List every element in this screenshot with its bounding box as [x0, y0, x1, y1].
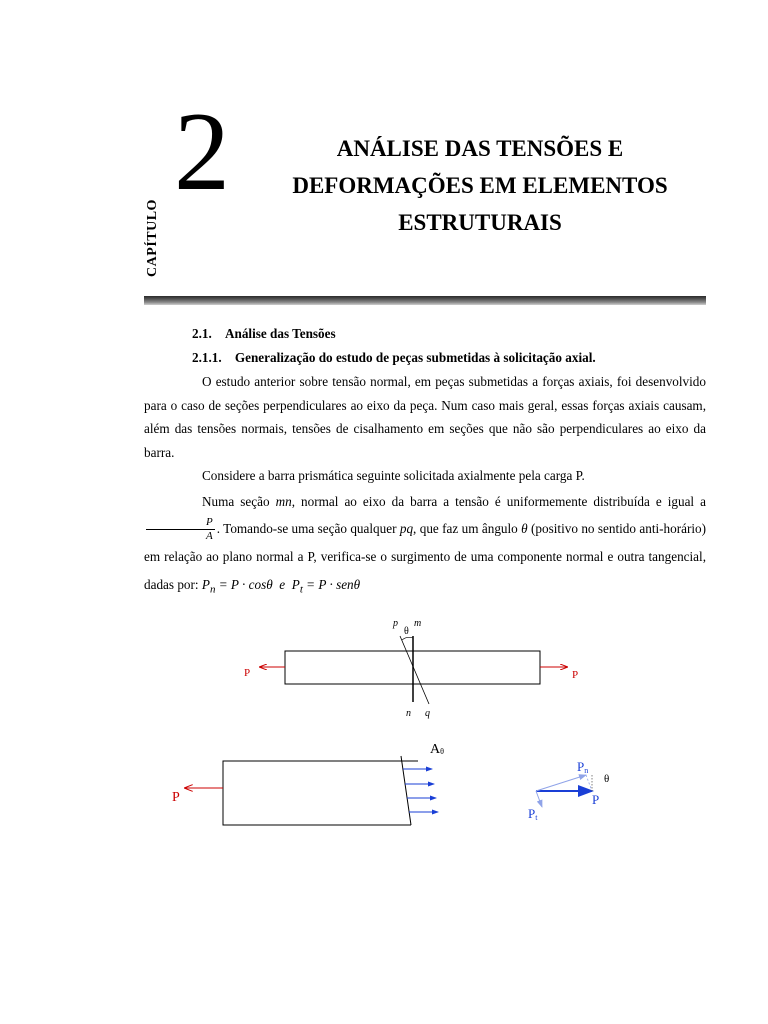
paragraph-2: Considere a barra prismática seguinte solicitada axialmente pela carga P.: [202, 468, 585, 483]
fraction-p-over-a: $\frac{P}{A}$: [146, 516, 215, 543]
body-text: [144, 370, 706, 604]
label-pn: Pn: [577, 759, 589, 775]
label-q-bottom: q: [425, 708, 430, 719]
label-m-top: m: [414, 618, 422, 629]
label-p-top: p: [393, 618, 398, 629]
label-area: Aθ: [430, 742, 444, 757]
chapter-title-line-2: DEFORMAÇÕES EM ELEMENTOS: [292, 173, 668, 198]
vector-pn: [536, 775, 586, 791]
chapter-title-line-1: ANÁLISE DAS TENSÕES E: [336, 136, 624, 161]
inclined-section: [401, 756, 411, 825]
chapter-title-line-3: ESTRUTURAIS: [398, 210, 562, 235]
header-rule: [144, 296, 706, 305]
figure-free-body: [160, 738, 460, 828]
chapter-label-text: CAPÍTULO: [145, 199, 160, 277]
label-force-left: P: [244, 667, 251, 679]
label-p: P: [592, 792, 600, 807]
label-n-bottom: n: [406, 708, 411, 719]
paragraph-1: O estudo anterior sobre tensão normal, em peças submetidas a forças axiais, foi desenvolvido para o caso de seções perpendiculares ao eixo da peça. Num caso mais geral, essas forças axiais causam, além das tensões normais, tensões de cisalhamento em seções que não são perpendiculares ao eixo da barra.: [144, 374, 706, 460]
label-force-right: P: [572, 669, 579, 681]
label-pt: Pt: [528, 806, 538, 822]
paragraph-3: Numa seção mn, normal ao eixo da barra a tensão é uniformemente distribuída e igual a $\frac{P}{A}$ . Tomando-se uma seção qualquer pq, que faz um ângulo θ (positivo no sentido anti-horário) em relação ao plano normal a P, verifica-se o surgimento de uma componente normal e outra tangencial, dadas por: $P_n = P \cdot \cos\theta$ e $P_t = P \cdot sen\theta$: [144, 493, 707, 596]
chapter-number: 2: [174, 90, 230, 214]
vector-pt: [536, 791, 542, 807]
label-force-p: P: [172, 790, 180, 805]
label-theta: θ: [604, 773, 610, 785]
free-body-outline: [223, 761, 418, 825]
figure-force-decomposition: [520, 755, 620, 825]
section-number: 2.1.1.: [192, 350, 222, 365]
section-title: Análise das Tensões: [224, 326, 336, 341]
section-number: 2.1.: [192, 326, 212, 341]
formula: $P_n = P \cdot \cos\theta$ e $P_t = P \cdot sen\theta$: [201, 576, 361, 596]
chapter-title: [270, 130, 690, 241]
section-title: Generalização do estudo de peças submetidas à solicitação axial.: [234, 350, 596, 365]
figure-bar-sections: [230, 612, 590, 722]
section-pq-line: [400, 636, 429, 704]
section-heading-2-1: [192, 326, 754, 342]
construction-line: [586, 775, 592, 791]
label-theta: θ: [404, 626, 409, 637]
section-heading-2-1-1: [192, 350, 754, 366]
chapter-label: [144, 198, 162, 278]
theta-arc: [402, 637, 413, 640]
